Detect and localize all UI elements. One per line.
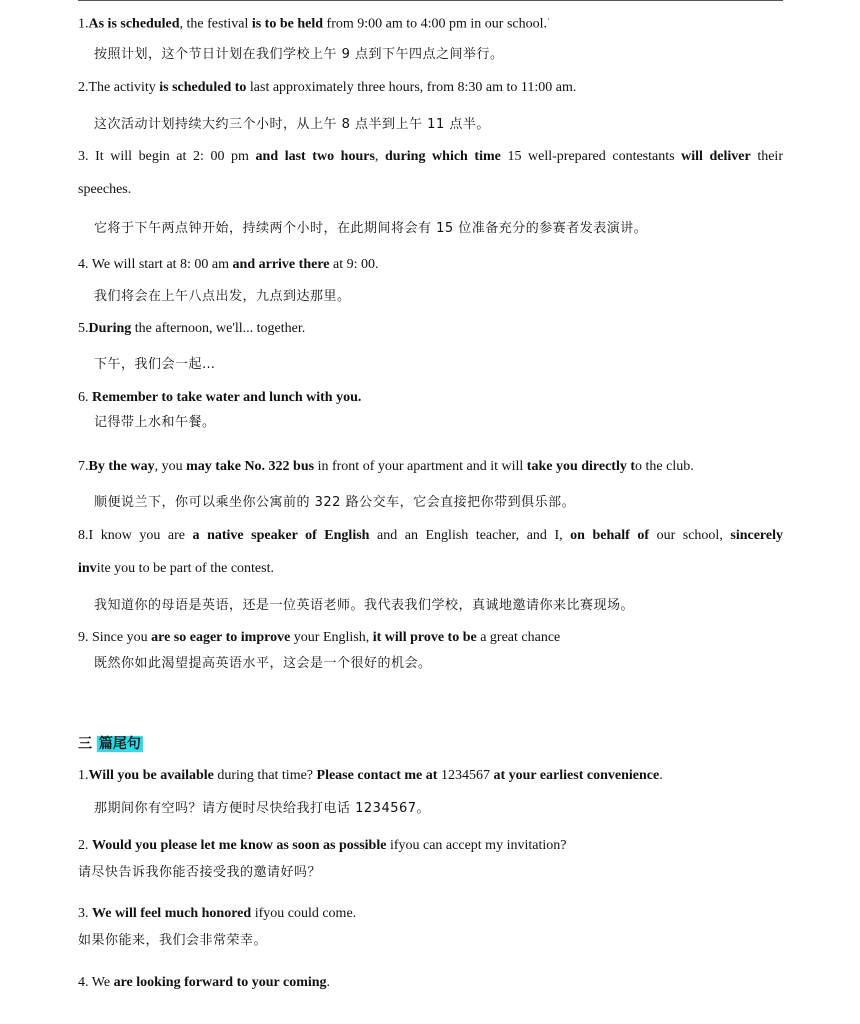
sentence-1: 1.As is scheduled, the festival is to be held from 9:00 am to 4:00 pm in our school.·	[78, 14, 551, 32]
sentence-3-cont: speeches.	[78, 182, 132, 197]
closing-sentence-1: 1.Will you be available during that time? Please contact me at 1234567 at your earliest convenience.	[78, 768, 663, 783]
sentence-6: 6. Remember to take water and lunch with you.	[78, 390, 362, 405]
closing-sentence-2: 2. Would you please let me know as soon as possible ifyou can accept my invitation?	[78, 838, 567, 853]
translation-6: 记得带上水和午餐。	[94, 415, 216, 430]
sentence-5: 5.During the afternoon, we'll... together.	[78, 321, 306, 336]
translation-8: 我知道你的母语是英语，还是一位英语老师。我代表我们学校，真诚地邀请你来比赛现场。	[94, 598, 635, 613]
top-rule	[78, 0, 783, 1]
closing-translation-1: 那期间你有空吗？请方便时尽快给我打电话 1234567。	[94, 801, 431, 816]
translation-1: 按照计划，这个节日计划在我们学校上午 9 点到下午四点之间举行。	[94, 47, 504, 62]
translation-4: 我们将会在上午八点出发，九点到达那里。	[94, 289, 351, 304]
closing-sentence-4: 4. We are looking forward to your coming.	[78, 975, 331, 990]
sentence-8: 8.I know you are a native speaker of English and an English teacher, and I, on behalf of our school, sincerely	[78, 528, 783, 543]
section-title-highlight: 篇尾句	[98, 736, 141, 752]
sentence-3: 3. It will begin at 2: 00 pm and last two hours, during which time 15 well-prepared contestants will deliver their	[78, 149, 783, 164]
closing-translation-3: 如果你能来，我们会非常荣幸。	[78, 933, 268, 948]
sentence-8-cont: invite you to be part of the contest.	[78, 561, 274, 576]
closing-translation-2: 请尽快告诉我你能否接受我的邀请好吗？	[78, 865, 322, 880]
section-heading: 三 篇尾句	[78, 736, 141, 752]
translation-3: 它将于下午两点钟开始，持续两个小时，在此期间将会有 15 位准备充分的参赛者发表演讲。	[94, 221, 648, 236]
translation-9: 既然你如此渴望提高英语水平，这会是一个很好的机会。	[94, 656, 432, 671]
sentence-4: 4. We will start at 8: 00 am and arrive there at 9: 00.	[78, 257, 379, 272]
translation-7: 顺便说兰下，你可以乘坐你公寓前的 322 路公交车，它会直接把你带到俱乐部。	[94, 495, 576, 510]
closing-sentence-3: 3. We will feel much honored ifyou could come.	[78, 906, 357, 921]
sentence-2: 2.The activity is scheduled to last approximately three hours, from 8:30 am to 11:00 am.	[78, 80, 577, 95]
sentence-7: 7.By the way, you may take No. 322 bus in front of your apartment and it will take you directly to the club.	[78, 459, 694, 474]
translation-5: 下午，我们会一起…	[94, 357, 216, 372]
translation-2: 这次活动计划持续大约三个小时，从上午 8 点半到上午 11 点半。	[94, 117, 490, 132]
sentence-9: 9. Since you are so eager to improve your English, it will prove to be a great chance	[78, 630, 561, 645]
